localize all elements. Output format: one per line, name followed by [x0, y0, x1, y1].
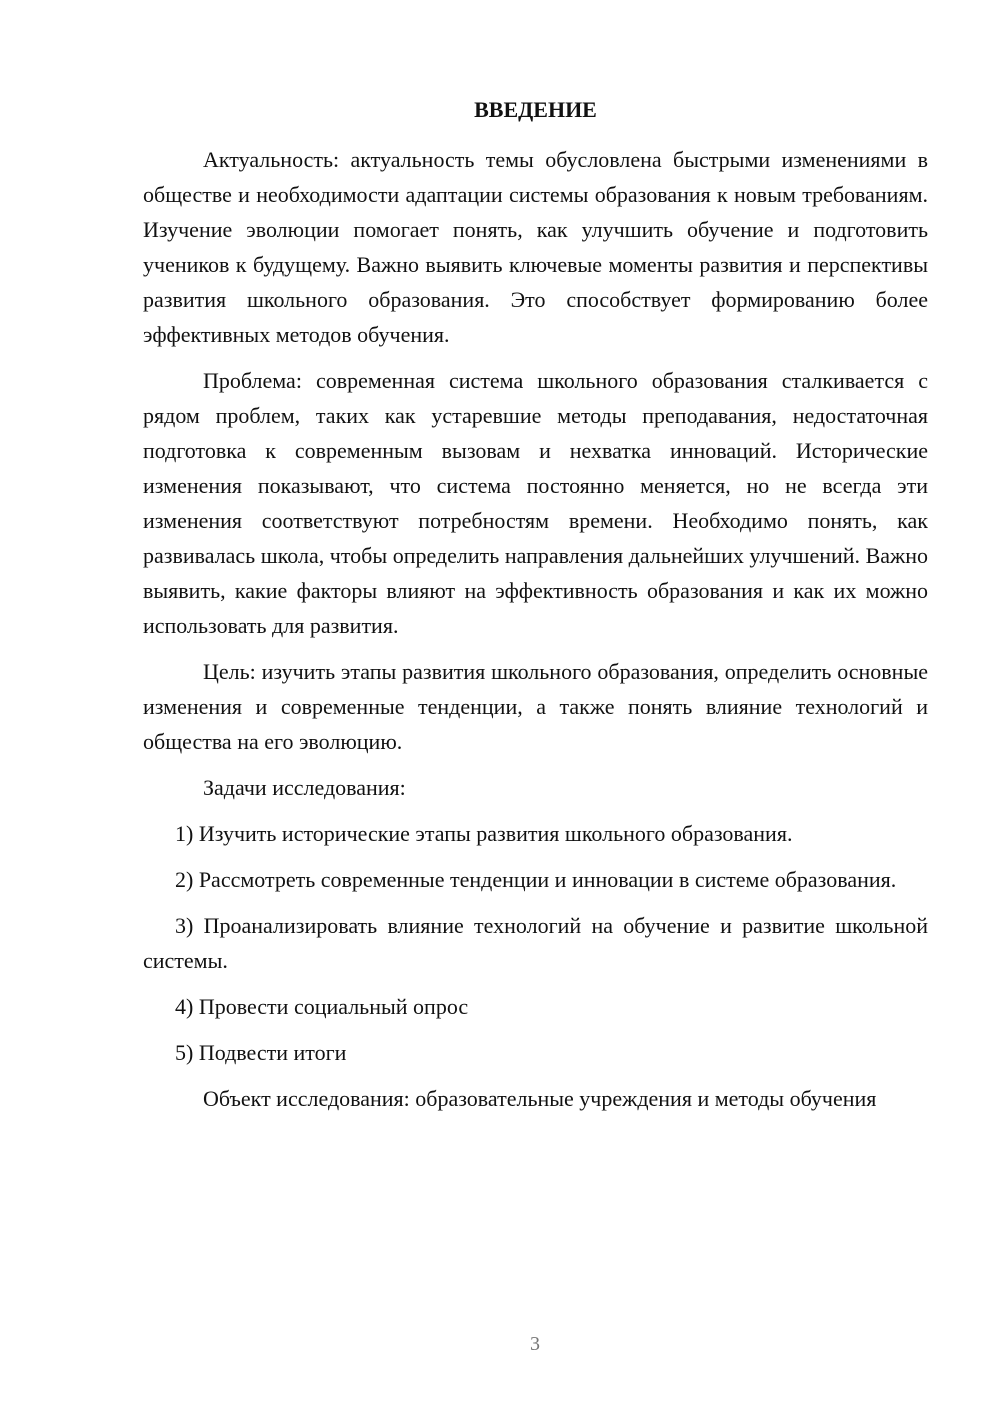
relevance-paragraph: Актуальность: актуальность темы обусловлена быстрыми изменениями в обществе и необходимости адаптации системы образования к новым требованиям. Изучение эволюции помогает понять, как улучшить обучение и подготовить учеников к будущему. Важно выявить ключевые моменты развития и перспективы развития школьного образования. Это способствует формированию более эффективных методов обучения.	[143, 147, 928, 347]
tasks-heading: Задачи исследования:	[203, 775, 406, 800]
goal-paragraph: Цель: изучить этапы развития школьного образования, определить основные изменения и современные тенденции, а также понять влияние технологий и общества на его эволюцию.	[143, 659, 928, 754]
task-item: 3) Проанализировать влияние технологий на обучение и развитие школьной системы.	[143, 913, 928, 973]
task-item: 2) Рассмотреть современные тенденции и инновации в системе образования.	[175, 867, 897, 892]
task-item: 4) Провести социальный опрос	[175, 994, 469, 1019]
object-paragraph: Объект исследования: образовательные учреждения и методы обучения	[203, 1086, 877, 1111]
page-number: 3	[530, 1333, 540, 1355]
document-page	[143, 92, 928, 1127]
page-title: ВВЕДЕНИЕ	[474, 97, 597, 122]
task-item: 1) Изучить исторические этапы развития школьного образования.	[175, 821, 793, 846]
problem-paragraph: Проблема: современная система школьного образования сталкивается с рядом проблем, таких как устаревшие методы преподавания, недостаточная подготовка к современным вызовам и нехватка инноваций. Исторические изменения показывают, что система постоянно меняется, но не всегда эти изменения соответствуют потребностям времени. Необходимо понять, как развивалась школа, чтобы определить направления дальнейших улучшений. Важно выявить, какие факторы влияют на эффективность образования и как их можно использовать для развития.	[143, 368, 928, 638]
task-item: 5) Подвести итоги	[175, 1040, 347, 1065]
